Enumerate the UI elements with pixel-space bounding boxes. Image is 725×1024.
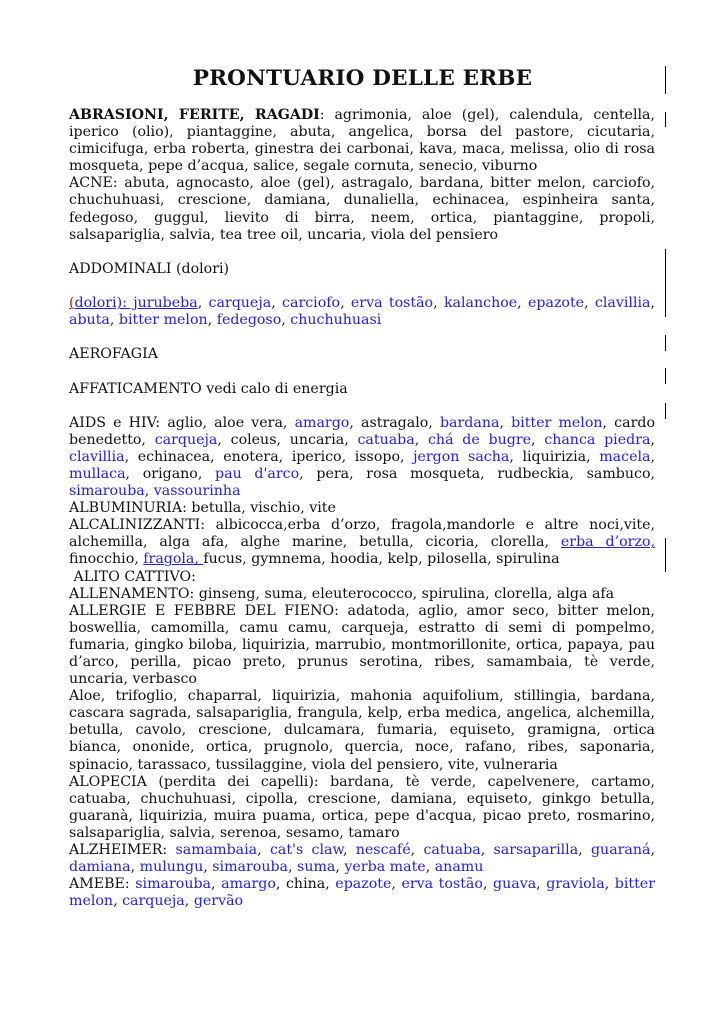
entry-aloe: Aloe, trifoglio, chaparral, liquirizia, mahonia aquifolium, stillingia, bardana, cascara sagrada, salsapariglia, frangula, kelp, erba medica, angelica, alchemilla, betulla, cavolo, crescione, dulcamara, fumaria, equiseto, gramigna, ortica bianca, ononide, ortica, prugnolo, quercia, noce, rafano, ribes, saponaria, spinacio, tarassaco, tussilaggine, viola del pensiero, vite, vulneraria — [69, 688, 655, 773]
entry-text: , astragalo, — [349, 414, 440, 431]
herb-link[interactable]: fragola, — [143, 551, 204, 568]
revision-mark: ( — [69, 295, 75, 312]
entry-alcalinizzanti — [69, 517, 655, 568]
herb-link[interactable]: nescafé — [355, 842, 411, 859]
entry-abrasioni — [69, 107, 655, 175]
entry-aids: AIDS e HIV: aglio, aloe vera, amargo, astragalo, bardana, bitter melon, cardo benedetto, carqueja, coleus, uncaria, catuaba, chá de bugre, chanca piedra, clavillia, echinacea, enotera, iperico, issopo, jergon sacha, liquirizia, macela, mullaca, origano, pau d'arco, pera, rosa mosqueta, rudbeckia, sambuco, simarouba, vassourinha — [69, 414, 655, 500]
herb-link[interactable]: abuta — [69, 312, 110, 329]
herb-link[interactable]: anamu — [434, 859, 484, 876]
spacer — [69, 363, 655, 380]
change-bar — [665, 403, 666, 419]
herb-link[interactable]: sarsaparilla — [493, 842, 579, 859]
entry-acne: ACNE: abuta, agnocasto, aloe (gel), astragalo, bardana, bitter melon, carciofo, chuchuhuasi, crescione, damiana, dunaliella, echinacea, espinheira santa, fedegoso, guggul, lievito di birra, neem, ortica, piantaggine, propoli, salsapariglia, salvia, tea tree oil, uncaria, viola del pensiero — [69, 175, 655, 243]
entry-addominali: ADDOMINALI (dolori) — [69, 260, 230, 277]
entry-amebe: AMEBE: simarouba, amargo, china, epazote, erva tostão, guava, graviola, bitter melon, carqueja, gervão — [69, 876, 655, 910]
herb-link[interactable]: simarouba — [212, 859, 289, 876]
herb-link[interactable]: carqueja — [154, 431, 218, 448]
entry-text: ALZHEIMER: — [69, 842, 176, 859]
herb-link[interactable]: epazote — [335, 876, 392, 893]
herb-link[interactable]: bitter melon — [118, 312, 208, 329]
entry-affaticamento: AFFATICAMENTO vedi calo di energia — [69, 380, 348, 397]
change-bar — [665, 66, 666, 94]
herb-link[interactable]: gervão — [193, 893, 244, 910]
herb-link[interactable]: clavillia — [69, 448, 125, 465]
herb-link[interactable]: carqueja — [122, 893, 185, 910]
entry-alopecia: ALOPECIA (perdita dei capelli): bardana, tè verde, capelvenere, cartamo, catuaba, chuchuhuasi, cipolla, crescione, damiana, equiseto, ginkgo betulla, guaranà, liquirizia, muira puama, ortica, pepe d'acqua, picao preto, rosmarino, salsapariglia, salvia, serenoa, sesamo, tamaro — [69, 773, 655, 841]
entry-addominali-dolori: (dolori): jurubeba, carqueja, carciofo, erva tostão, kalanchoe, epazote, clavillia, abuta, bitter melon, fedegoso, chuchuhuasi — [69, 295, 656, 329]
herb-link[interactable]: guaraná — [590, 842, 651, 859]
change-bar — [665, 368, 666, 384]
herb-link[interactable]: guava — [493, 876, 537, 893]
entry-albuminuria: ALBUMINURIA: betulla, vischio, vite — [69, 500, 336, 517]
herb-link[interactable]: bitter melon — [69, 876, 655, 910]
page-title: PRONTUARIO DELLE ERBE — [192, 66, 533, 91]
entry-allenamento: ALLENAMENTO: ginseng, suma, eleuterococco, spirulina, clorella, alga afa — [69, 585, 615, 602]
entry-text: , echinacea, enotera, iperico, issopo, — [124, 448, 414, 465]
spacer — [69, 329, 655, 346]
herb-link[interactable]: chuchuhuasi — [290, 312, 382, 329]
herb-link[interactable]: simarouba — [69, 483, 145, 500]
entry-text: AIDS e HIV: aglio, aloe vera, — [69, 414, 295, 431]
herb-link[interactable]: samambaia — [175, 842, 258, 859]
herb-link[interactable]: chá de bugre — [427, 431, 531, 448]
herb-link[interactable]: mulungu — [139, 859, 204, 876]
change-bar — [665, 112, 666, 127]
herb-link[interactable]: pau d'arco — [215, 465, 300, 482]
entry-allergie: ALLERGIE E FEBBRE DEL FIENO: adatoda, aglio, amor seco, bitter melon, boswellia, camomilla, camu camu, carqueja, estratto di semi di pompelmo, fumaria, gingko biloba, liquirizia, marrubio, montmorillonite, ortica, papaya, pau d’arco, perilla, picao preto, prunus serotina, ribes, samambaia, tè verde, uncaria, verbasco — [69, 602, 655, 688]
entry-heading: ABRASIONI, FERITE, RAGADI — [69, 107, 320, 123]
herb-link[interactable]: macela — [599, 448, 651, 465]
herb-link[interactable]: catuaba — [357, 431, 415, 448]
entry-text: , cardo benedetto, — [69, 414, 655, 448]
document-body — [69, 107, 655, 910]
herb-link[interactable]: amargo — [294, 414, 350, 431]
herb-link[interactable]: kalanchoe — [443, 295, 518, 312]
herb-link[interactable]: carciofo — [282, 295, 341, 312]
entry-text: , liquirizia, — [509, 448, 600, 465]
herb-link[interactable]: erva tostão — [401, 876, 483, 893]
herb-link[interactable]: cat's claw — [269, 842, 343, 859]
herb-link[interactable]: bardana — [439, 414, 500, 431]
herb-link[interactable]: dolori): jurubeba — [74, 295, 198, 312]
herb-link[interactable]: jergon sacha — [413, 448, 510, 465]
herb-link[interactable]: clavillia — [594, 295, 651, 312]
entry-aerofagia: AEROFAGIA — [69, 346, 158, 363]
herb-link[interactable]: yerba mate — [344, 859, 426, 876]
spacer — [69, 398, 655, 415]
change-bar — [665, 538, 666, 572]
herb-link[interactable]: bitter melon — [511, 414, 603, 431]
entry-text: , origano, — [125, 465, 216, 482]
entry-text: : agrimonia, aloe (gel), calendula, centella, iperico (olio), piantaggine, abuta, angelica, borsa del pastore, cicutaria, cimicifuga, erba roberta, ginestra dei carbonai, kava, maca, melissa, olio di rosa mosqueta, pepe d’acqua, salice, segale cornuta, senecio, viburno — [69, 107, 655, 175]
entry-text: ALCALINIZZANTI: albicocca,erba d’orzo, fragola,mandorle e altre noci,vite, alchemilla, alga afa, alghe marine, betulla, cicoria, clorella, — [69, 517, 655, 551]
herb-link[interactable]: catuaba — [423, 842, 481, 859]
entry-alzheimer: ALZHEIMER: samambaia, cat's claw, nescafé, catuaba, sarsaparilla, guaraná, damiana, mulungu, simarouba, suma, yerba mate, anamu — [69, 842, 655, 876]
herb-link[interactable]: epazote — [528, 295, 585, 312]
herb-link[interactable]: vassourinha — [153, 483, 241, 500]
entry-text: finocchio, — [69, 551, 144, 568]
herb-link[interactable]: erba d’orzo, — [560, 534, 655, 551]
entry-text: , pera, rosa mosqueta, rudbeckia, sambuco, — [299, 465, 655, 482]
spacer — [69, 278, 655, 295]
spacer — [69, 244, 655, 261]
entry-text: AMEBE: — [69, 876, 136, 893]
change-bar — [665, 249, 666, 317]
entry-text: , coleus, uncaria, — [217, 431, 358, 448]
herb-link[interactable]: simarouba — [135, 876, 212, 893]
herb-link[interactable]: damiana — [69, 859, 131, 876]
herb-link[interactable]: mullaca — [69, 465, 126, 482]
change-bar — [665, 335, 666, 351]
herb-link[interactable]: amargo — [221, 876, 276, 893]
herb-link[interactable]: graviola — [546, 876, 605, 893]
herb-link[interactable]: chanca piedra — [544, 431, 651, 448]
entry-text: , china, — [275, 876, 336, 893]
entry-text: fucus, gymnema, hoodia, kelp, pilosella, spirulina — [203, 551, 560, 568]
herb-link[interactable]: carqueja — [208, 295, 272, 312]
herb-link[interactable]: fedegoso — [216, 312, 282, 329]
herb-link[interactable]: erva tostão — [350, 295, 434, 312]
entry-alito: ALITO CATTIVO: — [69, 568, 196, 585]
herb-link[interactable]: suma — [297, 859, 336, 876]
